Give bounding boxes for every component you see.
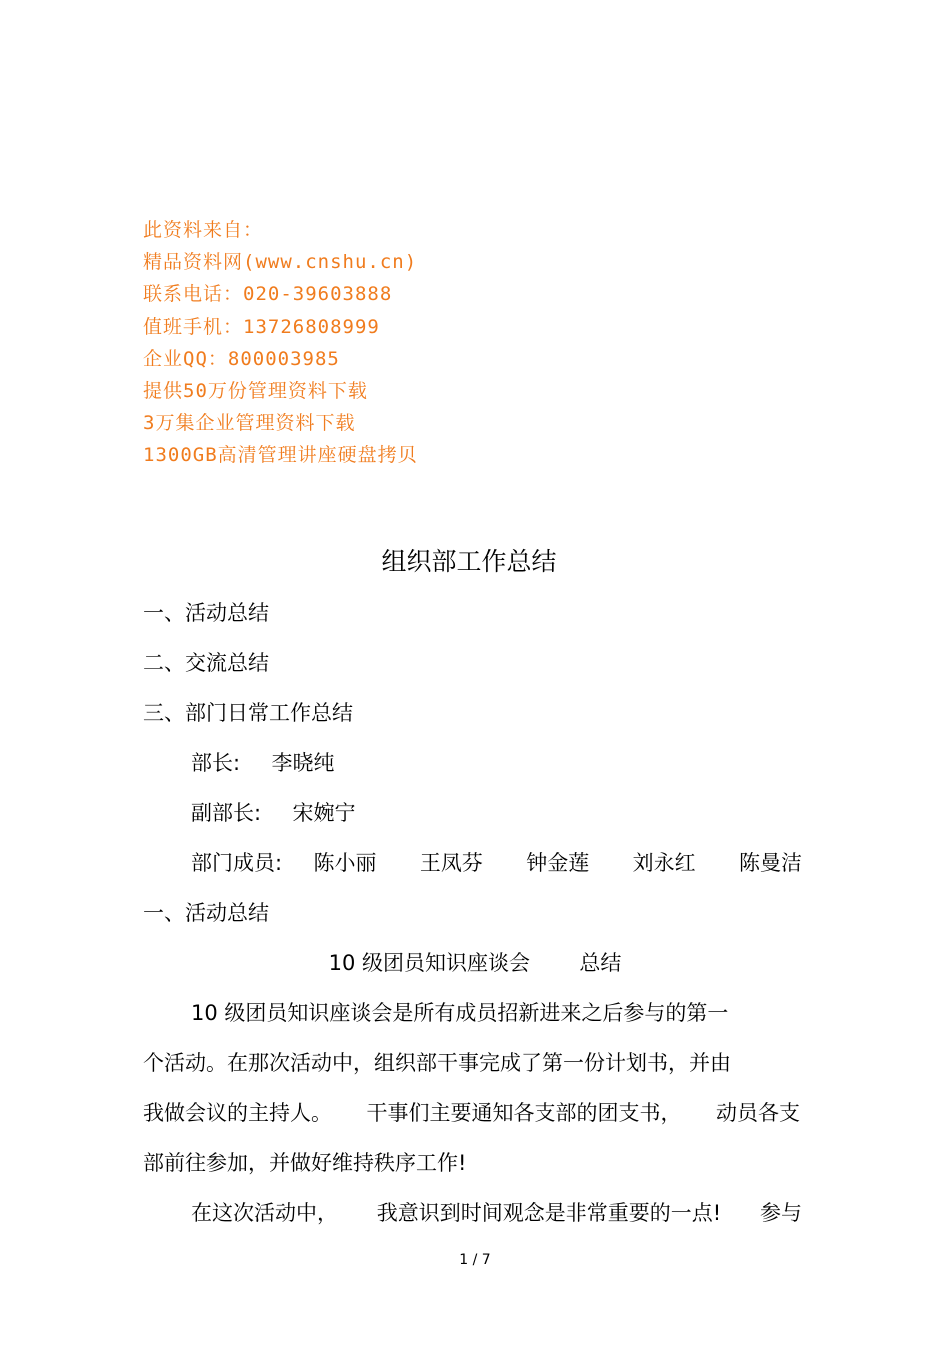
minister-name: 李晓纯 [271, 751, 335, 775]
mobile-line: 值班手机：13726808999 [143, 315, 380, 338]
promo-line-2: 3万集企业管理资料下载 [143, 412, 356, 435]
member-name: 陈小丽 [313, 851, 377, 875]
paragraph-1-line-2: 个活动。在那次活动中，组织部干事完成了第一份计划书，并由 [143, 1051, 731, 1075]
document-title: 组织部工作总结 [381, 547, 557, 576]
member-name: 钟金莲 [526, 851, 590, 875]
paragraph-1-line-1: 10 级团员知识座谈会是所有成员招新进来之后参与的第一 [191, 1001, 729, 1025]
section-heading: 一、活动总结 [143, 901, 269, 925]
text-segment: 动员各支 [716, 1101, 800, 1125]
minister-label: 部长: [191, 751, 241, 775]
event-title [0, 948, 950, 978]
website-line: 精品资料网(www.cnshu.cn) [143, 251, 418, 274]
promo-line-3: 1300GB高清管理讲座硬盘拷贝 [143, 444, 418, 467]
vice-minister-row [191, 798, 355, 828]
paragraph-1-line-4: 部前往参加，并做好维持秩序工作! [143, 1151, 467, 1175]
promo-line-1: 提供50万份管理资料下载 [143, 379, 368, 402]
member-name: 刘永红 [632, 851, 696, 875]
minister-row [191, 748, 334, 778]
text-segment: 我做会议的主持人。 [143, 1101, 332, 1125]
paragraph-2-line-1 [191, 1198, 802, 1228]
page-number: 1 / 7 [459, 1252, 491, 1268]
outline-item-3: 三、部门日常工作总结 [143, 701, 353, 725]
event-title-suffix: 总结 [579, 951, 622, 975]
member-name: 陈曼洁 [738, 851, 802, 875]
text-segment: 参与 [759, 1201, 802, 1225]
members-row [191, 848, 802, 878]
phone-line: 联系电话：020-39603888 [143, 283, 393, 306]
members-label: 部门成员: [191, 851, 283, 875]
paragraph-1-line-3 [143, 1098, 800, 1128]
member-name: 王凤芬 [419, 851, 483, 875]
text-segment: 在这次活动中， [191, 1201, 338, 1225]
source-line: 此资料来自： [143, 219, 264, 241]
text-segment: 我意识到时间观念是非常重要的一点! [376, 1201, 722, 1225]
vice-minister-label: 副部长: [191, 801, 262, 825]
source-info-block [143, 214, 418, 472]
event-title-main: 10 级团员知识座谈会 [328, 951, 531, 975]
outline-item-2: 二、交流总结 [143, 651, 269, 675]
qq-line: 企业QQ：800003985 [143, 347, 340, 370]
text-segment: 干事们主要通知各支部的团支书， [366, 1101, 682, 1125]
outline-item-1: 一、活动总结 [143, 601, 269, 625]
vice-minister-name: 宋婉宁 [292, 801, 356, 825]
